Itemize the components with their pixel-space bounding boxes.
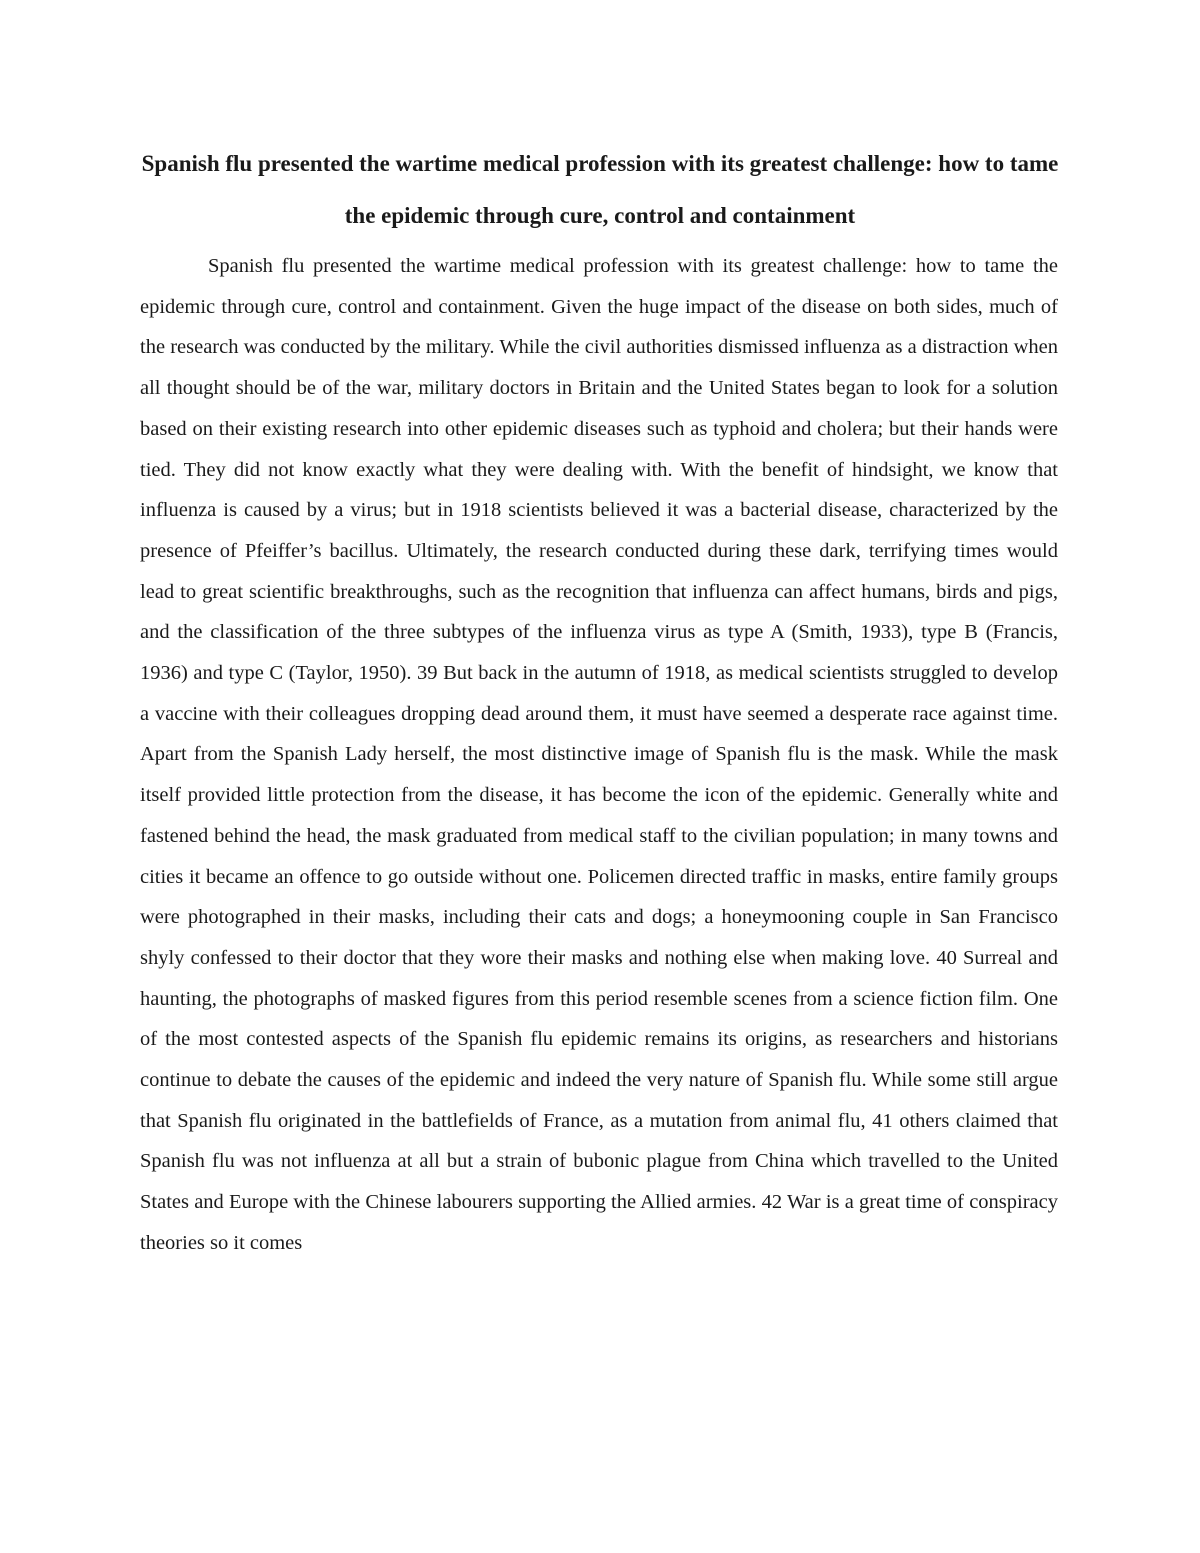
body-paragraph: Spanish flu presented the wartime medical profession with its greatest challenge: how to tame the epidemic through cure, control and containment. Given the huge impact of the disease on both sides, much of the research was conducted by the military. While the civil authorities dismissed influenza as a distraction when all thought should be of the war, military doctors in Britain and the United States began to look for a solution based on their existing research into other epidemic diseases such as typhoid and cholera; but their hands were tied. They did not know exactly what they were dealing with. With the benefit of hindsight, we know that influenza is caused by a virus; but in 1918 scientists believed it was a bacterial disease, characterized by the presence of Pfeiffer’s bacillus. Ultimately, the research conducted during these dark, terrifying times would lead to great scientific breakthroughs, such as the recognition that influenza can affect humans, birds and pigs, and the classification of the three subtypes of the influenza virus as type A (Smith, 1933), type B (Francis, 1936) and type C (Taylor, 1950). 39 But back in the autumn of 1918, as medical scientists struggled to develop a vaccine with their colleagues dropping dead around them, it must have seemed a desperate race against time. Apart from the Spanish Lady herself, the most distinctive image of Spanish flu is the mask. While the mask itself provided little protection from the disease, it has become the icon of the epidemic. Generally white and fastened behind the head, the mask graduated from medical staff to the civilian population; in many towns and cities it became an offence to go outside without one. Policemen directed traffic in masks, entire family groups were photographed in their masks, including their cats and dogs; a honeymooning couple in San Francisco shyly confessed to their doctor that they wore their masks and nothing else when making love. 40 Surreal and haunting, the photographs of masked figures from this period resemble scenes from a science fiction film. One of the most contested aspects of the Spanish flu epidemic remains its origins, as researchers and historians continue to debate the causes of the epidemic and indeed the very nature of Spanish flu. While some still argue that Spanish flu originated in the battlefields of France, as a mutation from animal flu, 41 others claimed that Spanish flu was not influenza at all but a strain of bubonic plague from China which travelled to the United States and Europe with the Chinese labourers supporting the Allied armies. 42 War is a great time of conspiracy theories so it comes	[140, 255, 1058, 1254]
document-title: Spanish flu presented the wartime medical profession with its greatest challenge: how to tame the epidemic through cure, control and containment	[141, 151, 1059, 228]
